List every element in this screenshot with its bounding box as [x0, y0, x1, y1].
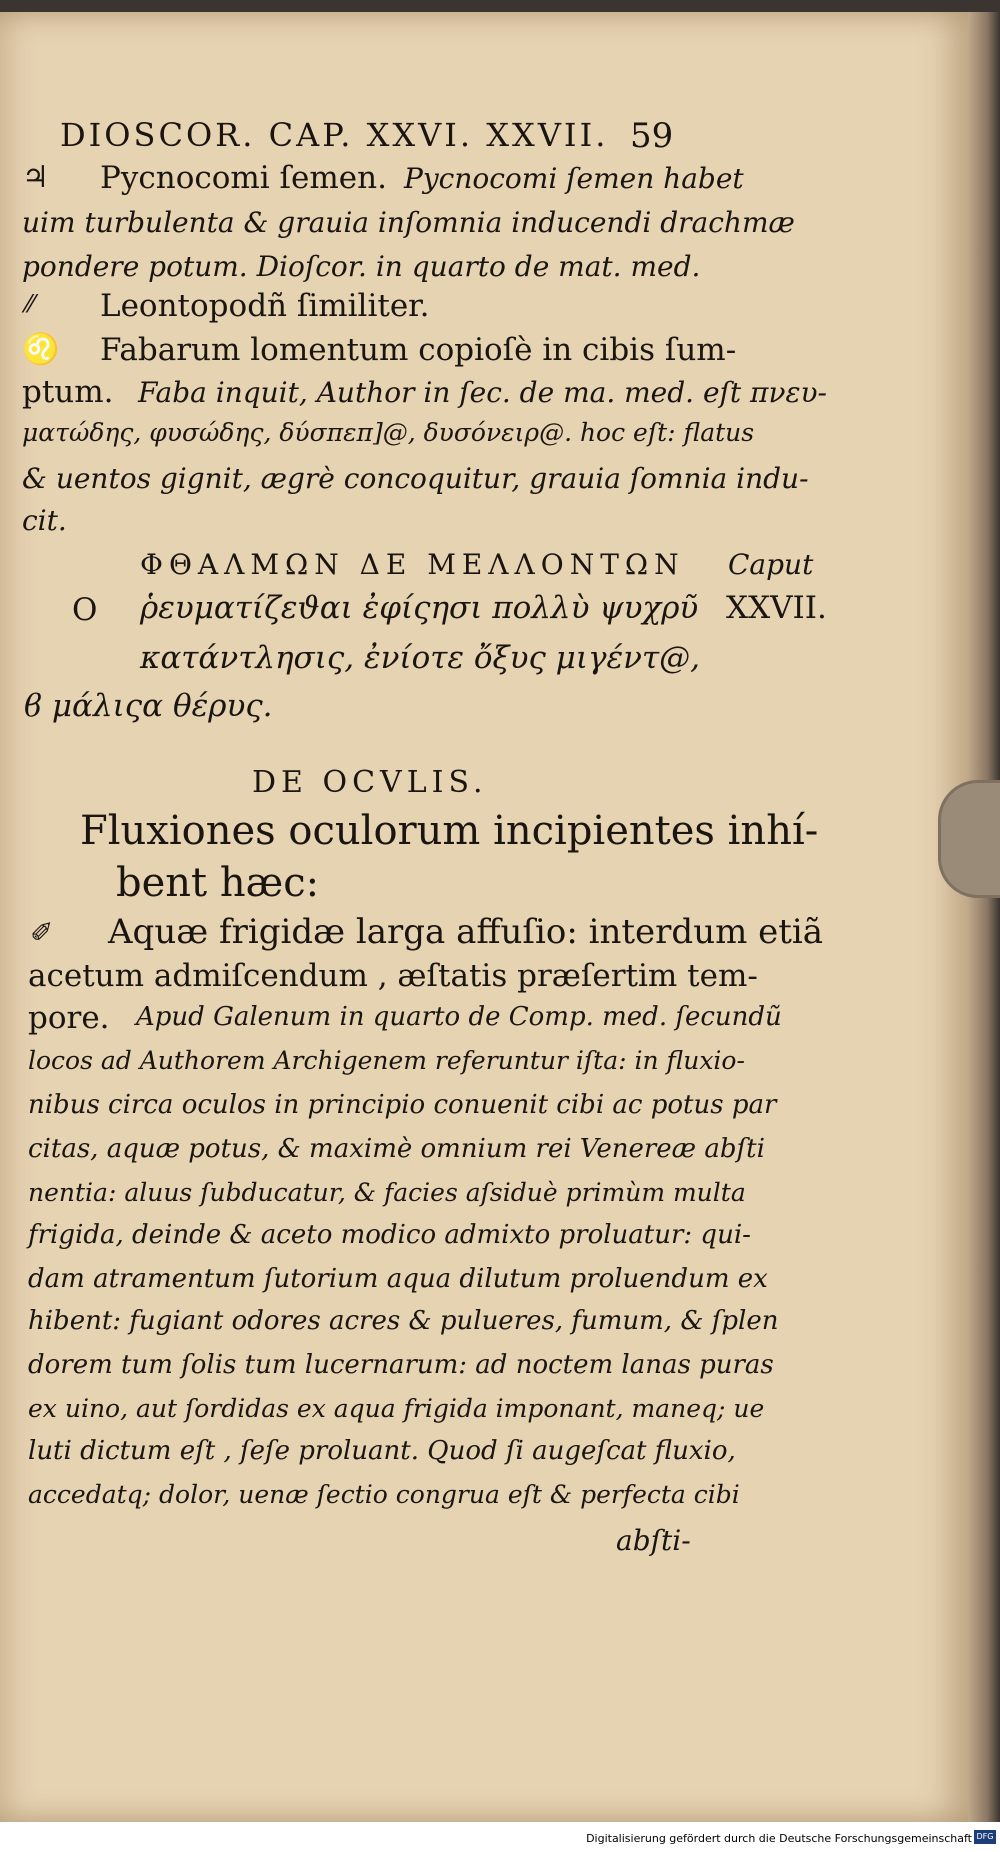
zodiac-symbol-icon: ♌	[22, 332, 60, 367]
double-slash-symbol-icon: ⁄⁄	[26, 290, 35, 318]
body-line: Aquæ frigidæ larga affuſio: interdum etiã	[108, 912, 824, 952]
section-title: DE OCVLIS.	[252, 765, 488, 800]
text-line: Faba inquit, Author in ſec. de ma. med. eſt πνευ-	[138, 376, 827, 409]
planet-symbol-icon: ♃	[22, 160, 49, 195]
text-line: ptum.	[22, 374, 114, 410]
body-line: hibent: fugiant odores acres & pulueres, fumum, & ſplen	[28, 1306, 779, 1336]
greek-capitals-line: ΦΘΑΛΜΩΝ ΔΕ ΜΕΛΛΟΝΤΩΝ	[140, 548, 685, 581]
greek-initial: O	[72, 592, 98, 628]
fore-edge-tab	[938, 780, 1000, 898]
text-line: cit.	[22, 504, 67, 537]
greek-text-line: κατάντλησις, ἐνίοτε ὄξυς μιγέντ@,	[140, 640, 700, 676]
body-line: nibus circa oculos in principio conuenit cibi ac potus par	[28, 1090, 777, 1120]
digitization-credit: Digitalisierung gefördert durch die Deutsche Forschungsgemeinschaft	[586, 1832, 972, 1845]
text-line: Pycnocomi ſemen.	[100, 160, 387, 196]
text-line: pondere potum. Dioſcor. in quarto de mat. med.	[22, 250, 701, 283]
greek-text-line: ϐ μάλιςα θέρυς.	[24, 688, 273, 724]
body-line: frigida, deinde & aceto modico admixto proluatur: qui-	[28, 1220, 751, 1250]
caput-number: XXVII.	[726, 590, 827, 626]
body-line: dorem tum ſolis tum lucernarum: ad noctem lanas puras	[28, 1350, 774, 1380]
running-header: DIOSCOR. CAP. XXVI. XXVII.	[60, 116, 609, 154]
text-line: uim turbulenta & grauia inſomnia inducendi drachmæ	[22, 206, 795, 239]
folio-number: 59	[630, 116, 674, 156]
section-heading: Fluxiones oculorum incipientes inhí-	[80, 808, 819, 854]
body-line: pore.	[28, 1000, 110, 1036]
catchword: abſti-	[616, 1524, 691, 1557]
body-line: luti dictum eſt , ſeſe proluant. Quod ſi augeſcat fluxio,	[28, 1436, 736, 1466]
section-heading: bent hæc:	[116, 860, 320, 906]
text-line: & uentos gignit, ægrè concoquitur, grauia ſomnia indu-	[22, 462, 809, 495]
caput-label: Caput	[728, 548, 814, 581]
text-line: Fabarum lomentum copioſè in cibis ſum-	[100, 332, 737, 368]
page-edge-shadow	[968, 12, 1000, 1822]
dfg-logo: DFG	[974, 1830, 996, 1844]
greek-text-line: ῥευματίζεϑαι ἐφίςησι πολλὺ ψυχρῦ	[140, 590, 699, 626]
body-line: acetum admiſcendum , æſtatis præſertim tem-	[28, 958, 758, 994]
body-line: Apud Galenum in quarto de Comp. med. ſecundũ	[136, 1002, 782, 1032]
body-line: citas, aquæ potus, & maximè omnium rei Venereæ abſti	[28, 1134, 765, 1164]
body-line: locos ad Authorem Archigenem referuntur iſta: in fluxio-	[28, 1046, 745, 1075]
body-line: dam atramentum ſutorium aqua dilutum proluendum ex	[28, 1264, 768, 1294]
text-line: Leontopodñ ſimiliter.	[100, 288, 430, 324]
text-line: ματώδης, φυσώδης, δύσπεπ]@, δυσόνειρ@. hoc eſt: flatus	[22, 418, 755, 447]
body-line: ex uino, aut ſordidas ex aqua frigida imponant, maneq; ue	[28, 1394, 765, 1423]
body-line: nentia: aluus ſubducatur, & facies aſsiduè primùm multa	[28, 1178, 746, 1207]
pen-symbol-icon: ✐	[30, 916, 54, 949]
text-line: Pycnocomi ſemen habet	[404, 162, 744, 195]
body-line: accedatq; dolor, uenæ ſectio congrua eſt & perfecta cibi	[28, 1480, 740, 1509]
